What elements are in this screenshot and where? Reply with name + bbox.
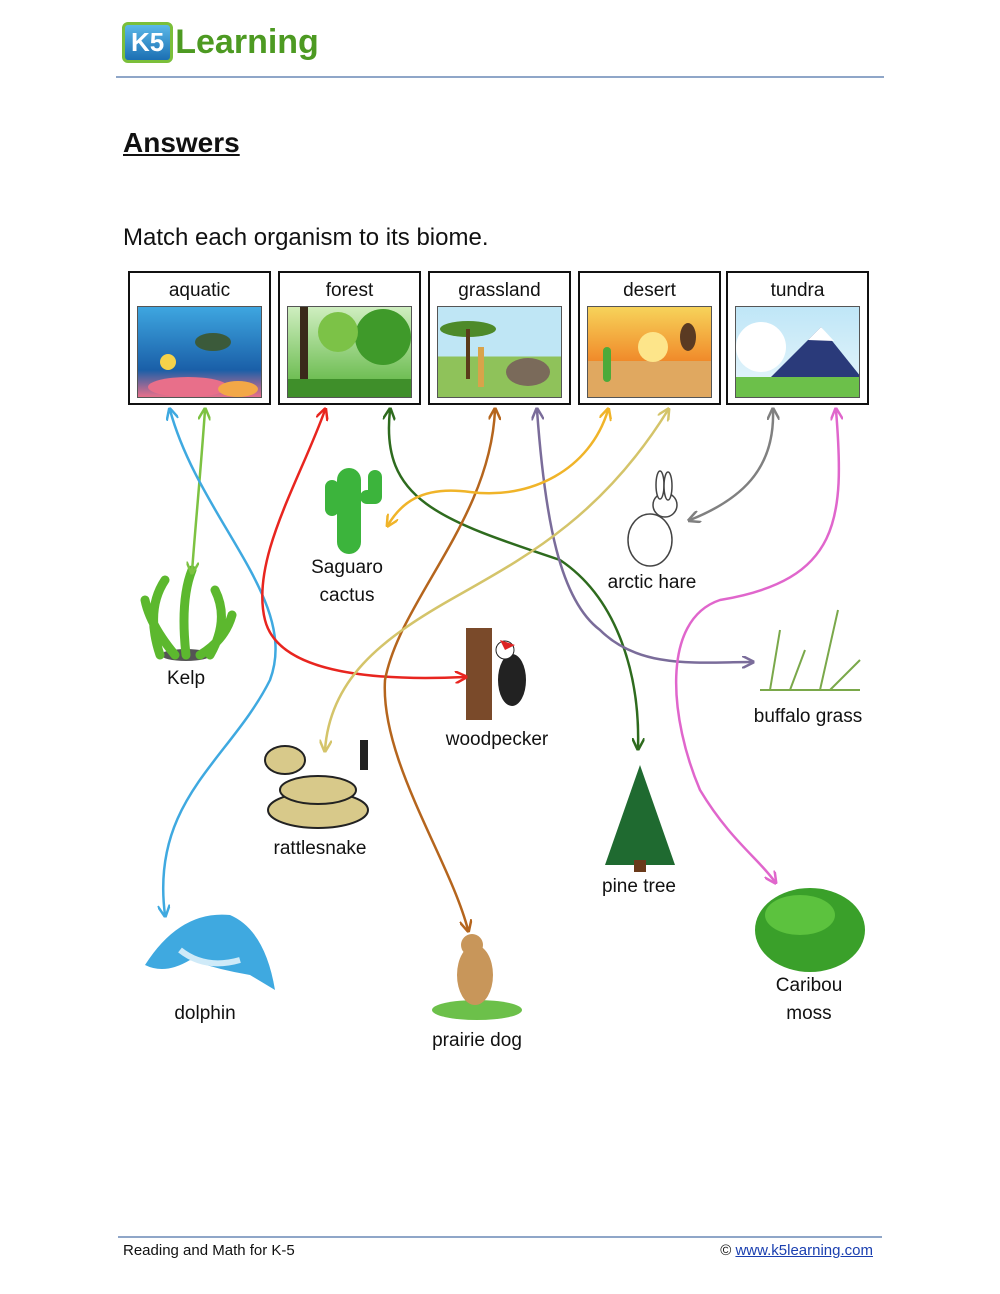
- footer-tagline: Reading and Math for K-5: [123, 1242, 295, 1259]
- label-kelp: Kelp: [166, 668, 206, 689]
- arrow-forest-woodpecker: [262, 410, 465, 678]
- label-prairie-dog: prairie dog: [432, 1030, 522, 1051]
- label-dolphin: dolphin: [174, 1003, 236, 1024]
- label-woodpecker: woodpecker: [445, 729, 549, 750]
- label-rattlesnake: rattlesnake: [273, 838, 367, 859]
- page-title: Answers: [123, 127, 240, 158]
- biome-label: aquatic: [168, 280, 231, 301]
- arrow-forest-pine-tree: [389, 410, 638, 748]
- logo-word: Learning: [175, 23, 319, 61]
- footer-divider: [118, 1236, 882, 1238]
- biome-label: tundra: [770, 280, 825, 301]
- instructions: Match each organism to its biome.: [123, 224, 489, 251]
- arrow-desert-saguaro-cactus: [388, 410, 608, 525]
- footer-copyright: © www.k5learning.com: [720, 1242, 873, 1259]
- arrow-grassland-buffalo-grass: [537, 410, 752, 663]
- label-caribou-moss: Caribou moss: [775, 975, 843, 1024]
- label-arctic-hare: arctic hare: [607, 572, 697, 593]
- arrow-tundra-caribou-moss: [676, 410, 839, 882]
- label-saguaro-cactus: Saguaro cactus: [311, 557, 383, 606]
- k5learning-link[interactable]: www.k5learning.com: [735, 1242, 873, 1259]
- label-pine-tree: pine tree: [602, 876, 676, 897]
- logo-k5: K5: [122, 22, 173, 63]
- biome-label: desert: [623, 280, 676, 301]
- arrow-aquatic-kelp: [192, 410, 205, 572]
- arrow-grassland-prairie-dog: [385, 410, 495, 930]
- arrow-aquatic-dolphin: [163, 410, 275, 915]
- label-buffalo-grass: buffalo grass: [753, 706, 863, 727]
- biome-label: grassland: [458, 280, 541, 301]
- biome-label: forest: [325, 280, 374, 301]
- arrow-tundra-arctic-hare: [690, 410, 773, 520]
